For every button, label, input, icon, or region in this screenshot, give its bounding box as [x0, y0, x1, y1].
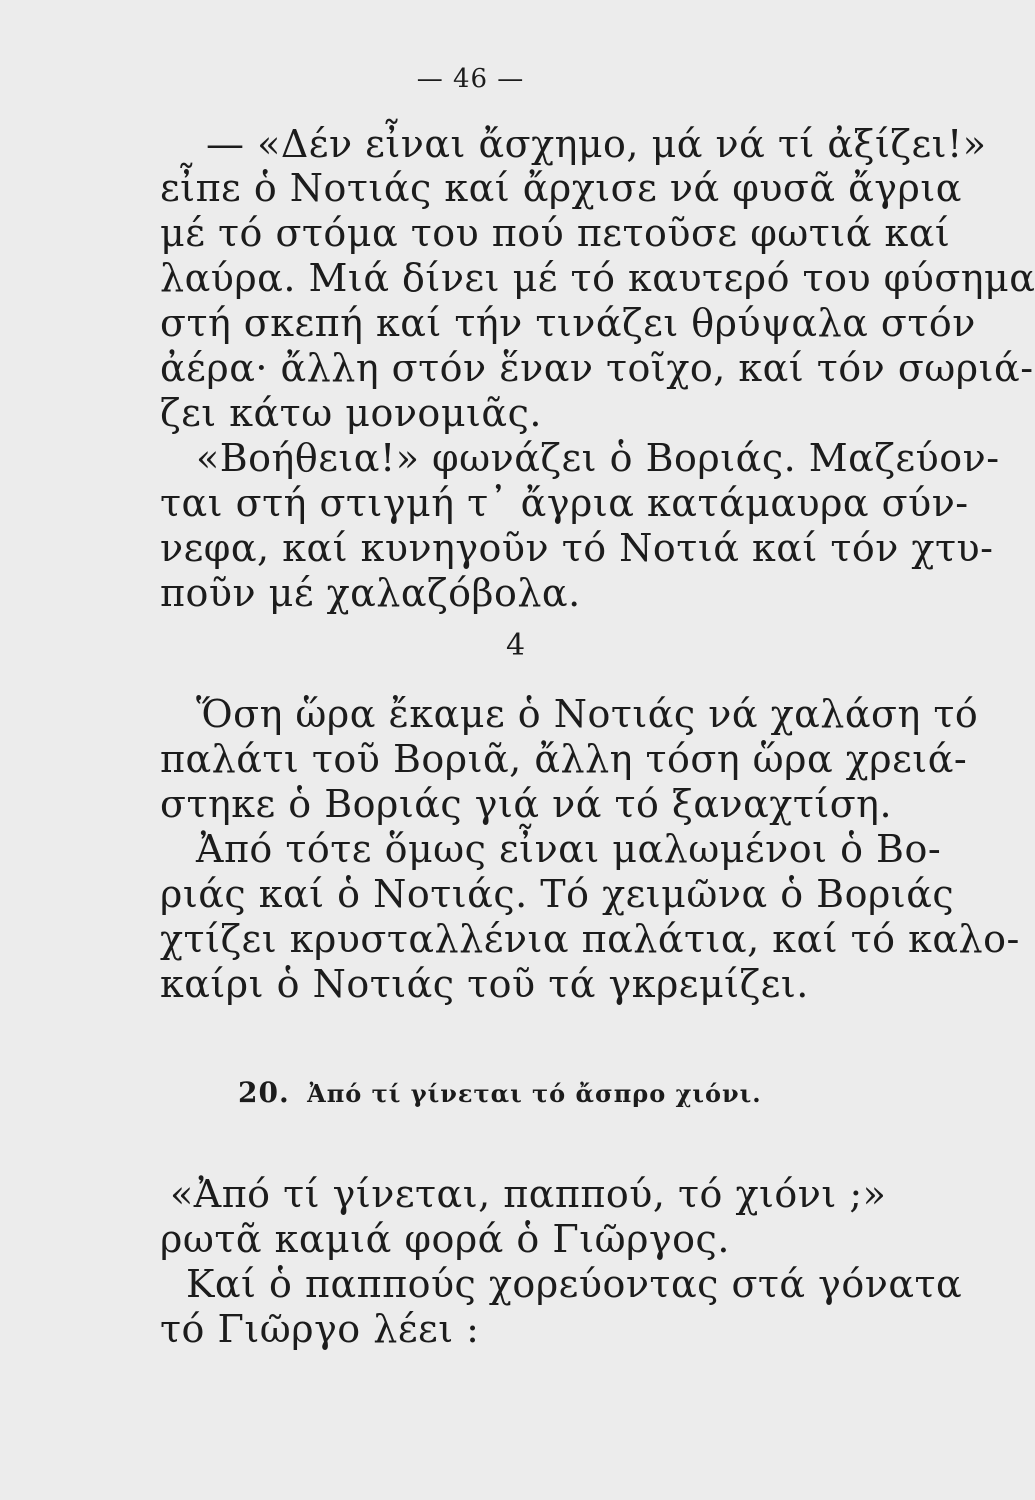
- text-line: Ἀπό τότε ὅμως εἶναι μαλωμένοι ὁ Βο-: [196, 827, 942, 871]
- text-line: ται στή στιγμή τ᾿ ἄγρια κατάμαυρα σύν-: [160, 481, 969, 525]
- text-line: λαύρα. Μιά δίνει μέ τό καυτερό του φύσημα: [160, 256, 1035, 300]
- text-line: εἶπε ὁ Νοτιάς καί ἄρχισε νά φυσᾶ ἄγρια: [160, 166, 962, 210]
- section-number: 4: [505, 628, 526, 663]
- text-line: ποῦν μέ χαλαζόβολα.: [160, 571, 581, 615]
- text-line: Καί ὁ παππούς χορεύοντας στά γόνατα: [186, 1262, 963, 1306]
- text-line: νεφα, καί κυνηγοῦν τό Νοτιά καί τόν χτυ-: [160, 526, 994, 570]
- text-line: χτίζει κρυσταλλένια παλάτια, καί τό καλο-: [160, 917, 1020, 961]
- text-line: Ὅση ὥρα ἔκαμε ὁ Νοτιάς νά χαλάση τό: [196, 692, 979, 736]
- text-line: «Βοήθεια!» φωνάζει ὁ Βοριάς. Μαζεύον-: [196, 436, 1000, 480]
- chapter-heading: [238, 1076, 762, 1109]
- text-line: παλάτι τοῦ Βοριᾶ, ἄλλη τόση ὥρα χρειά-: [160, 737, 968, 781]
- chapter-title: Ἀπό τί γίνεται τό ἄσπρο χιόνι.: [307, 1079, 762, 1108]
- page-number: — 46 —: [416, 64, 525, 94]
- text-line: μέ τό στόμα του πού πετοῦσε φωτιά καί: [160, 211, 951, 255]
- text-line: ζει κάτω μονομιᾶς.: [160, 391, 542, 435]
- text-line: στηκε ὁ Βοριάς γιά νά τό ξαναχτίση.: [160, 782, 893, 826]
- text-line: ρωτᾶ καμιά φορά ὁ Γιῶργος.: [160, 1217, 730, 1261]
- text-line: στή σκεπή καί τήν τινάζει θρύψαλα στόν: [160, 301, 976, 345]
- text-line: ριάς καί ὁ Νοτιάς. Τό χειμῶνα ὁ Βοριάς: [160, 872, 955, 916]
- text-line: «Ἀπό τί γίνεται, παππού, τό χιόνι ;»: [170, 1172, 887, 1216]
- text-line: — «Δέν εἶναι ἄσχημο, μά νά τί ἀξίζει!»: [206, 122, 987, 166]
- text-line: καίρι ὁ Νοτιάς τοῦ τά γκρεμίζει.: [160, 962, 809, 1006]
- text-line: ἀέρα· ἄλλη στόν ἕναν τοῖχο, καί τόν σωριά-: [160, 346, 1034, 390]
- chapter-number: 20.: [238, 1076, 290, 1109]
- text-line: τό Γιῶργο λέει :: [160, 1307, 480, 1351]
